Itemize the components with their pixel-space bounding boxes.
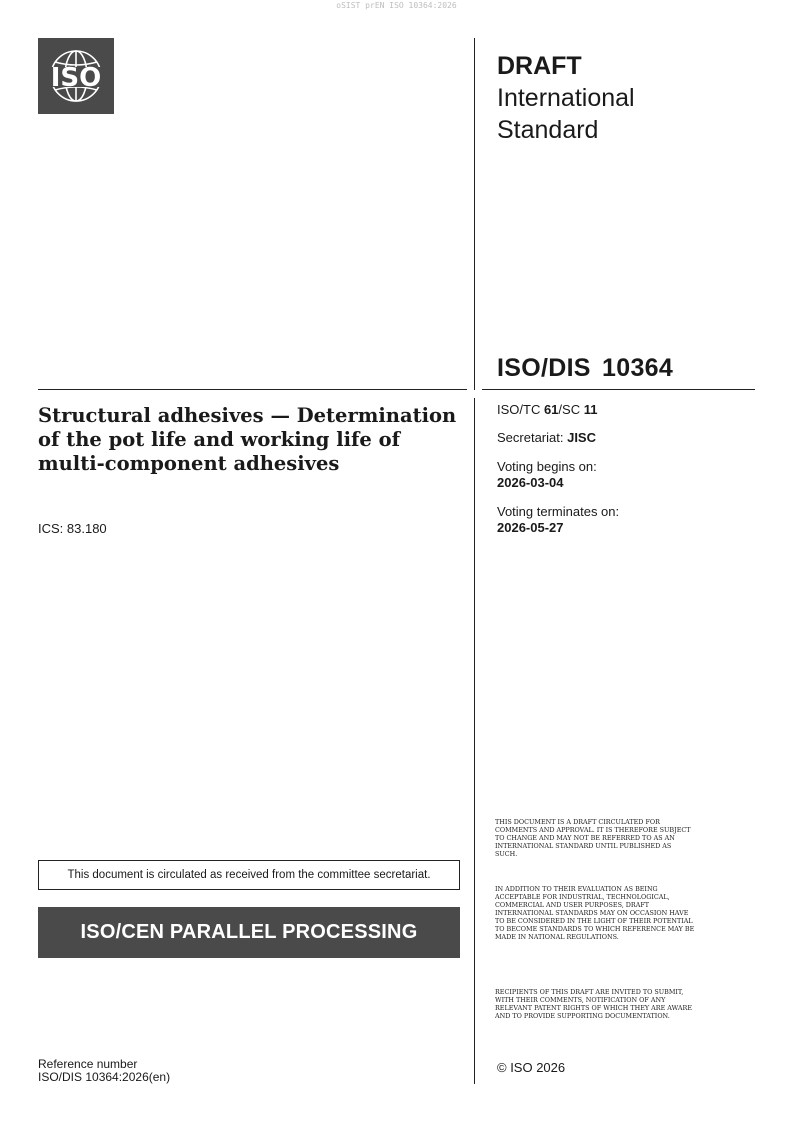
secretariat-value: JISC: [567, 430, 596, 445]
committee-info: [497, 402, 597, 418]
secretariat-label: Secretariat:: [497, 430, 568, 445]
tc-prefix: ISO/TC: [497, 402, 544, 417]
vertical-divider-top: [474, 38, 475, 390]
document-title: Structural adhesives — Determination of the pot life and working life of multi-component adhesives: [38, 404, 457, 475]
copyright: © ISO 2026: [497, 1060, 566, 1075]
header-international: International: [497, 84, 635, 112]
logo-text: ISO: [50, 63, 102, 93]
circulated-note: This document is circulated as received from the committee secretariat.: [38, 860, 460, 890]
iso-globe-logo-icon: [38, 38, 114, 114]
reference-value: ISO/DIS 10364:2026(en): [38, 1070, 171, 1084]
tc-number: 61: [543, 402, 559, 417]
voting-begins-date: 2026-03-04: [497, 475, 564, 490]
voting-begins-label: Voting begins on:: [497, 459, 597, 474]
secretariat: [497, 430, 596, 446]
vertical-divider-bottom: [474, 398, 475, 1084]
header-draft: DRAFT: [497, 52, 582, 80]
document-number: ISO/DIS 10364: [497, 354, 674, 382]
voting-terminates-label: Voting terminates on:: [497, 504, 620, 519]
sc-prefix: /SC: [558, 402, 584, 417]
watermark: oSIST prEN ISO 10364:2026: [336, 1, 457, 10]
header-standard: Standard: [497, 116, 599, 144]
parallel-processing-banner: ISO/CEN PARALLEL PROCESSING: [38, 907, 460, 958]
ics-code: ICS: 83.180: [38, 521, 107, 536]
draft-notice-1: THIS DOCUMENT IS A DRAFT CIRCULATED FOR COMMENTS AND APPROVAL. IT IS THEREFORE SUBJECT TO CHANGE AND MAY NOT BE REFERRED TO AS AN INTERNATIONAL STANDARD UNTIL PUBLISHED AS SUCH.: [495, 818, 691, 858]
sc-number: 11: [583, 402, 598, 417]
iso-logo: [38, 38, 114, 114]
draft-notice-3: RECIPIENTS OF THIS DRAFT ARE INVITED TO SUBMIT, WITH THEIR COMMENTS, NOTIFICATION OF ANY RELEVANT PATENT RIGHTS OF WHICH THEY ARE AWARE AND TO PROVIDE SUPPORTING DOCUMENTATION.: [495, 988, 692, 1020]
draft-notice-2: IN ADDITION TO THEIR EVALUATION AS BEING ACCEPTABLE FOR INDUSTRIAL, TECHNOLOGICAL, COMMERCIAL AND USER PURPOSES, DRAFT INTERNATIONAL STANDARDS MAY ON OCCASION HAVE TO BE CONSIDERED IN THE LIGHT OF THEIR POTENTIAL TO BECOME STANDARDS TO WHICH REFERENCE MAY BE MADE IN NATIONAL REGULATIONS.: [495, 885, 695, 941]
voting-terminates-date: 2026-05-27: [497, 520, 564, 535]
horizontal-divider-left: [38, 389, 467, 390]
horizontal-divider-right: [482, 389, 755, 390]
reference-label: Reference number: [38, 1057, 138, 1071]
reference-number: [38, 1058, 170, 1084]
